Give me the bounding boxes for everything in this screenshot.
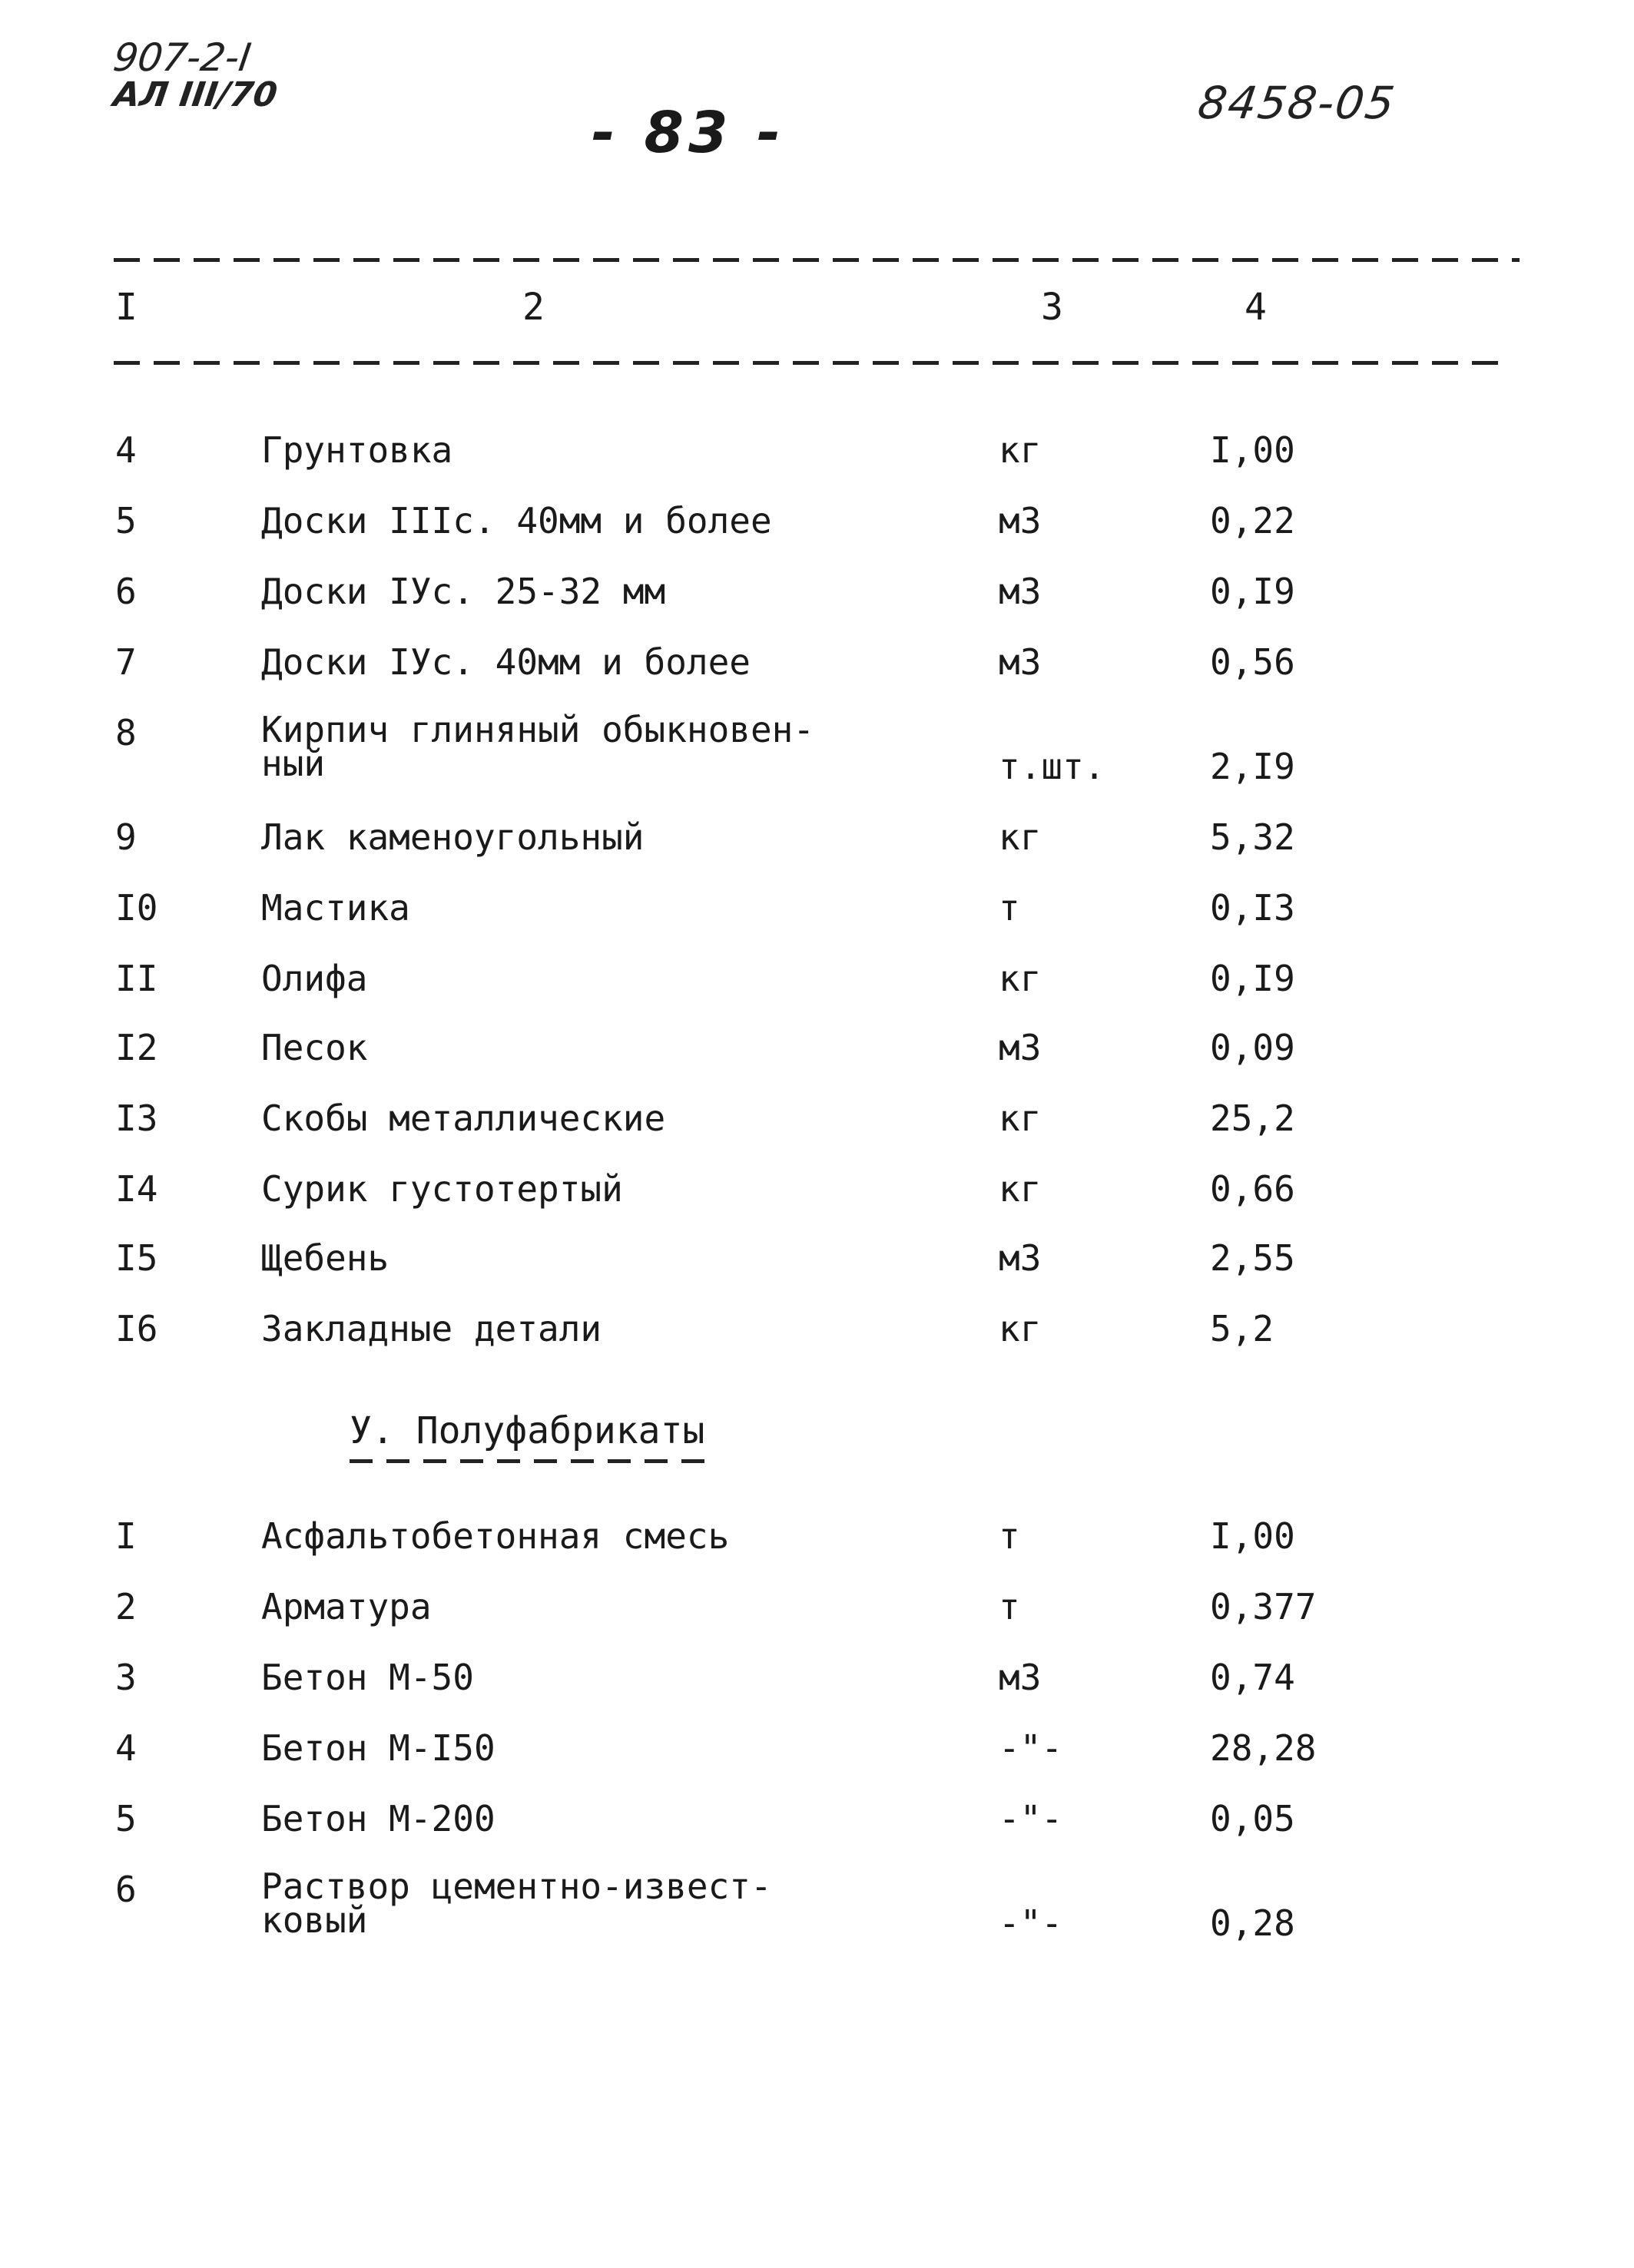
- row-unit: т: [999, 1586, 1020, 1627]
- row-name: Мастика: [261, 887, 410, 929]
- table-header-rule: [114, 361, 1512, 365]
- archive-number: 8458-05: [1195, 77, 1400, 129]
- row-unit: -"-: [999, 1727, 1063, 1769]
- row-unit: кг: [999, 429, 1042, 471]
- row-unit: м3: [999, 500, 1042, 541]
- row-unit: м3: [999, 1027, 1042, 1068]
- row-number: 8: [115, 712, 137, 753]
- row-name: Асфальтобетонная смесь: [261, 1515, 730, 1557]
- row-name-line-1: Кирпич глиняный обыкновен-: [261, 709, 815, 750]
- column-header-4: 4: [1245, 286, 1267, 329]
- row-unit: кг: [999, 816, 1042, 858]
- row-quantity: I,00: [1210, 1515, 1295, 1557]
- row-quantity: 0,56: [1210, 641, 1295, 683]
- row-name-line-1: Раствор цементно-извест-: [261, 1866, 772, 1907]
- row-quantity: 5,2: [1210, 1308, 1274, 1349]
- row-unit: м3: [999, 641, 1042, 683]
- row-quantity: 0,28: [1210, 1902, 1295, 1944]
- row-quantity: 0,74: [1210, 1657, 1295, 1698]
- row-number: 5: [115, 500, 137, 541]
- row-number: I0: [115, 887, 158, 929]
- row-number: I2: [115, 1027, 158, 1068]
- row-number: 2: [115, 1586, 137, 1627]
- row-number: I3: [115, 1098, 158, 1139]
- row-unit: т: [999, 1515, 1020, 1557]
- document-subcode: АЛ III/70: [111, 75, 280, 114]
- row-number: 6: [115, 571, 137, 612]
- row-number: I6: [115, 1308, 158, 1349]
- row-unit: м3: [999, 571, 1042, 612]
- row-unit: м3: [999, 1657, 1042, 1698]
- row-name: Песок: [261, 1027, 368, 1068]
- row-number: 7: [115, 641, 137, 683]
- row-name: [261, 709, 953, 784]
- row-unit: -"-: [999, 1798, 1063, 1839]
- row-quantity: 25,2: [1210, 1098, 1295, 1139]
- row-number: 6: [115, 1869, 137, 1910]
- row-name: Лак каменоугольный: [261, 816, 645, 858]
- column-header-3: 3: [1041, 286, 1063, 329]
- row-name: Арматура: [261, 1586, 432, 1627]
- row-unit: -"-: [999, 1902, 1063, 1944]
- row-quantity: 2,I9: [1210, 746, 1295, 787]
- row-unit: м3: [999, 1237, 1042, 1279]
- row-name: Доски IУс. 25-32 мм: [261, 571, 666, 612]
- row-name: Доски IIIс. 40мм и более: [261, 500, 772, 541]
- column-header-1: I: [115, 286, 138, 329]
- row-name-line-2: ный: [261, 743, 326, 784]
- row-name: Закладные детали: [261, 1308, 602, 1349]
- row-quantity: 28,28: [1210, 1727, 1317, 1769]
- section-title: У. Полуфабрикаты: [350, 1409, 705, 1452]
- row-number: I5: [115, 1237, 158, 1279]
- row-name: Грунтовка: [261, 429, 453, 471]
- row-number: 3: [115, 1657, 137, 1698]
- page-number: - 83 -: [592, 100, 785, 166]
- row-unit: кг: [999, 1168, 1042, 1210]
- row-name: Бетон М-I50: [261, 1727, 496, 1769]
- column-header-2: 2: [522, 286, 545, 329]
- row-number: I4: [115, 1168, 158, 1210]
- row-quantity: 5,32: [1210, 816, 1295, 858]
- row-name: Бетон М-50: [261, 1657, 474, 1698]
- row-quantity: 0,09: [1210, 1027, 1295, 1068]
- row-quantity: I,00: [1210, 429, 1295, 471]
- table-top-rule: [114, 258, 1520, 262]
- row-number: I: [115, 1515, 137, 1557]
- row-quantity: 0,66: [1210, 1168, 1295, 1210]
- row-name: Скобы металлические: [261, 1098, 666, 1139]
- section-title-underline: [350, 1459, 718, 1463]
- row-number: 9: [115, 816, 137, 858]
- row-number: II: [115, 958, 158, 999]
- row-name: Бетон М-200: [261, 1798, 496, 1839]
- row-number: 4: [115, 1727, 137, 1769]
- row-name: [261, 1866, 953, 1941]
- row-quantity: 0,377: [1210, 1586, 1317, 1627]
- row-unit: т: [999, 887, 1020, 929]
- row-quantity: 2,55: [1210, 1237, 1295, 1279]
- row-quantity: 0,22: [1210, 500, 1295, 541]
- row-unit: т.шт.: [999, 746, 1105, 787]
- row-unit: кг: [999, 1098, 1042, 1139]
- row-number: 5: [115, 1798, 137, 1839]
- row-name-line-2: ковый: [261, 1899, 368, 1941]
- row-name: Доски IУс. 40мм и более: [261, 641, 751, 683]
- document-code: 907-2-I: [110, 35, 254, 80]
- row-quantity: 0,05: [1210, 1798, 1295, 1839]
- row-number: 4: [115, 429, 137, 471]
- row-quantity: 0,I9: [1210, 958, 1295, 999]
- row-quantity: 0,I9: [1210, 571, 1295, 612]
- row-name: Олифа: [261, 958, 368, 999]
- row-quantity: 0,I3: [1210, 887, 1295, 929]
- row-name: Сурик густотертый: [261, 1168, 623, 1210]
- row-name: Щебень: [261, 1237, 389, 1279]
- row-unit: кг: [999, 958, 1042, 999]
- row-unit: кг: [999, 1308, 1042, 1349]
